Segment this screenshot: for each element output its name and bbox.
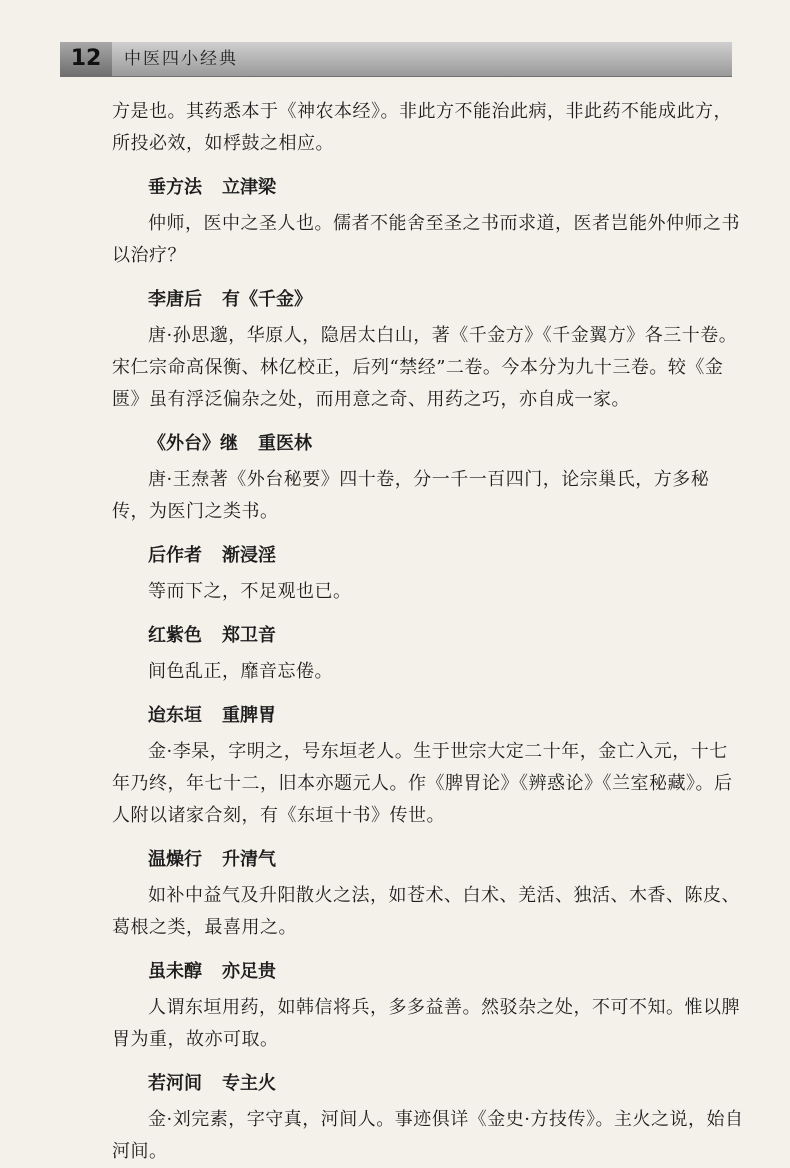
section: [112, 542, 744, 608]
heading-part-2: 重脾胃: [222, 705, 276, 726]
section: [112, 430, 744, 528]
section: [112, 174, 744, 272]
heading-part-2: 渐浸淫: [222, 545, 276, 566]
section-heading: [112, 542, 744, 570]
section-body: 唐·孙思邈，华原人，隐居太白山，著《千金方》《千金翼方》各三十卷。宋仁宗命高保衡、林亿校正，后列“禁经”二卷。今本分为九十三卷。较《金匮》虽有浮泛偏杂之处，而用意之奇、用药之巧，亦自成一家。: [112, 325, 738, 410]
section: [112, 702, 744, 832]
heading-part-2: 亦足贵: [222, 961, 276, 982]
section-body: 金·李杲，字明之，号东垣老人。生于世宗大定二十年，金亡入元，十七年乃终，年七十二，旧本亦题元人。作《脾胃论》《辨惑论》《兰室秘藏》。后人附以诸家合刻，有《东垣十书》传世。: [112, 741, 733, 826]
section: [112, 622, 744, 688]
heading-part-2: 有《千金》: [222, 289, 312, 310]
section-heading: [112, 702, 744, 730]
section-heading: [112, 1070, 744, 1098]
section: [112, 958, 744, 1056]
heading-part-2: 郑卫音: [222, 625, 276, 646]
section-heading: [112, 846, 744, 874]
heading-part-2: 专主火: [222, 1073, 276, 1094]
intro-paragraph: 方是也。其药悉本于《神农本经》。非此方不能治此病，非此药不能成此方，所投必效，如桴鼓之相应。: [112, 101, 732, 154]
section: [112, 846, 744, 944]
section-body: 如补中益气及升阳散火之法，如苍术、白术、羌活、独活、木香、陈皮、葛根之类，最喜用之。: [112, 885, 740, 938]
section-body: 仲师，医中之圣人也。儒者不能舍至圣之书而求道，医者岂能外仲师之书以治疗？: [112, 213, 740, 266]
page-header: [60, 42, 732, 77]
section-body: 金·刘完素，字守真，河间人。事迹俱详《金史·方技传》。主火之说，始自河间。: [112, 1109, 744, 1162]
section-body: 人谓东垣用药，如韩信将兵，多多益善。然驳杂之处，不可不知。惟以脾胃为重，故亦可取。: [112, 997, 740, 1050]
heading-part-1: 后作者: [148, 545, 202, 566]
section-heading: [112, 958, 744, 986]
heading-part-1: 温燥行: [148, 849, 202, 870]
section-body: 间色乱正，靡音忘倦。: [148, 661, 333, 682]
heading-part-2: 重医林: [258, 433, 312, 454]
section: [112, 286, 744, 416]
heading-part-1: 若河间: [148, 1073, 202, 1094]
heading-part-1: 《外台》继: [148, 433, 238, 454]
heading-part-1: 垂方法: [148, 177, 202, 198]
heading-part-1: 李唐后: [148, 289, 202, 310]
section-body: 唐·王焘著《外台秘要》四十卷，分一千一百四门，论宗巢氏，方多秘传，为医门之类书。: [112, 469, 710, 522]
book-title: 中医四小经典: [124, 49, 238, 69]
section-heading: [112, 286, 744, 314]
section-body: 等而下之，不足观也已。: [148, 581, 352, 602]
heading-part-2: 升清气: [222, 849, 276, 870]
heading-part-1: 迨东垣: [148, 705, 202, 726]
page-number: 12: [60, 42, 112, 76]
heading-part-1: 虽未醇: [148, 961, 202, 982]
section-heading: [112, 430, 744, 458]
section-heading: [112, 622, 744, 650]
page-content: [112, 96, 744, 1168]
section: [112, 1070, 744, 1168]
heading-part-1: 红紫色: [148, 625, 202, 646]
heading-part-2: 立津梁: [222, 177, 276, 198]
section-heading: [112, 174, 744, 202]
